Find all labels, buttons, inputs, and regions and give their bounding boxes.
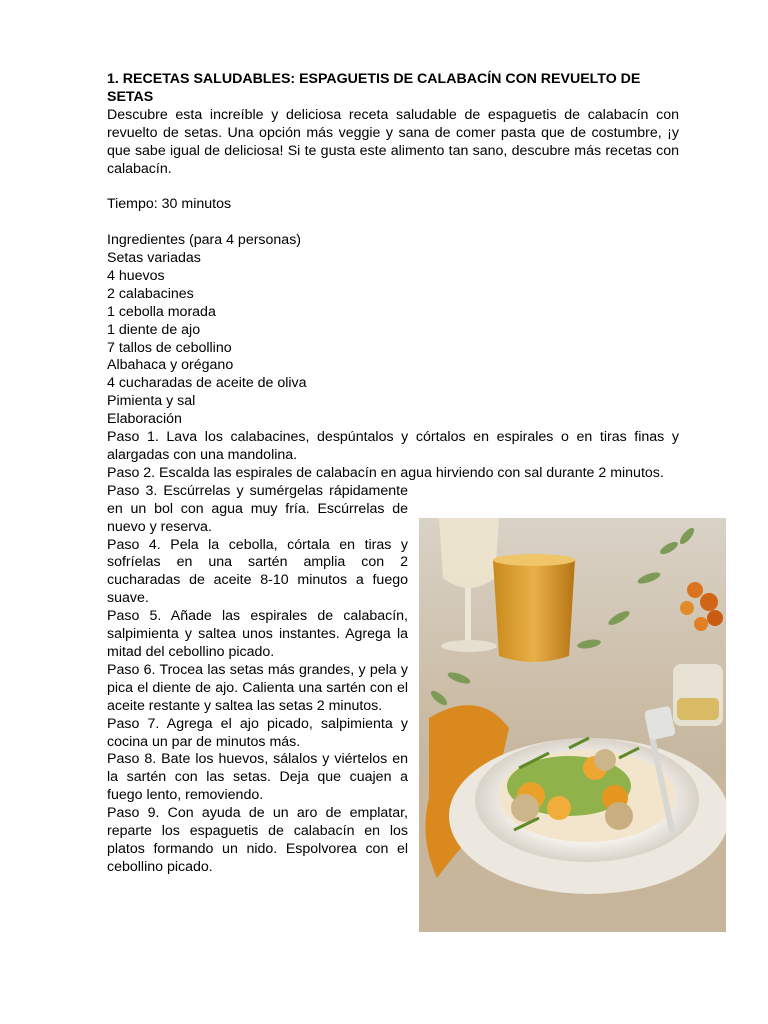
ingredient-item: Albahaca y orégano (107, 357, 234, 374)
ingredients-heading: Ingredientes (para 4 personas) (107, 232, 302, 249)
steps-beside-photo (107, 483, 408, 877)
spacer (107, 214, 679, 232)
recipe-step: Paso 1. Lava los calabacines, despúntalos y córtalos en espirales o en tiras finas y alargadas con una mandolina. (107, 429, 679, 463)
recipe-step: Paso 5. Añade las espirales de calabacín, salpimienta y saltea unos instantes. Agrega la mitad del cebollino picado. (107, 608, 408, 660)
ingredient-item: 7 tallos de cebollino (107, 339, 232, 356)
ingredient-item: 1 cebolla morada (107, 303, 216, 320)
oil-jar (673, 664, 723, 726)
ingredient-item: Pimienta y sal (107, 393, 196, 410)
dish-illustration (419, 518, 726, 932)
elaboration-heading: Elaboración (107, 411, 182, 428)
recipe-time: Tiempo: 30 minutos (107, 196, 232, 213)
recipe-step: Paso 3. Escúrrelas y sumérgelas rápidamente en un bol con agua muy fría. Escúrrelas de nuevo y reserva. (107, 482, 408, 535)
ingredient-item: Setas variadas (107, 250, 201, 267)
recipe-intro: Descubre esta increíble y deliciosa receta saludable de espaguetis de calabacín con revuelto de setas. Una opción más veggie y sana de comer pasta que de costumbre, ¡y que sabe igual de deliciosa! Si te gusta este alimento tan sano, descubre más recetas con calabacín. (107, 106, 679, 177)
spacer (107, 178, 679, 196)
recipe-step: Paso 9. Con ayuda de un aro de emplatar, reparte los espaguetis de calabacín en los platos formando un nido. Espolvorea con el cebollino picado. (107, 805, 408, 875)
recipe-step: Paso 6. Trocea las setas más grandes, y pela y pica el diente de ajo. Calienta una sartén con el aceite restante y saltea las setas 2 minutos. (107, 661, 408, 714)
ingredient-item: 1 diente de ajo (107, 321, 201, 338)
amber-glass (493, 554, 575, 662)
recipe-step: Paso 2. Escalda las espirales de calabacín en agua hirviendo con sal durante 2 minutos. (107, 464, 664, 481)
recipe-step: Paso 7. Agrega el ajo picado, salpimienta y cocina un par de minutos más. (107, 715, 408, 750)
ingredient-item: 2 calabacines (107, 285, 194, 302)
recipe-step: Paso 4. Pela la cebolla, córtala en tiras y sofríelas en una sartén amplia con 2 cucharadas de aceite 8-10 minutos a fuego suave. (107, 536, 408, 607)
recipe-photo (419, 518, 726, 932)
ingredient-item: 4 huevos (107, 267, 165, 284)
ingredient-item: 4 cucharadas de aceite de oliva (107, 375, 307, 392)
recipe-title: 1. RECETAS SALUDABLES: ESPAGUETIS DE CALABACÍN CON REVUELTO DE SETAS (107, 71, 641, 105)
recipe-step: Paso 8. Bate los huevos, sálalos y viértelos en la sartén con las setas. Deja que cuajen a fuego lento, removiendo. (107, 751, 408, 804)
